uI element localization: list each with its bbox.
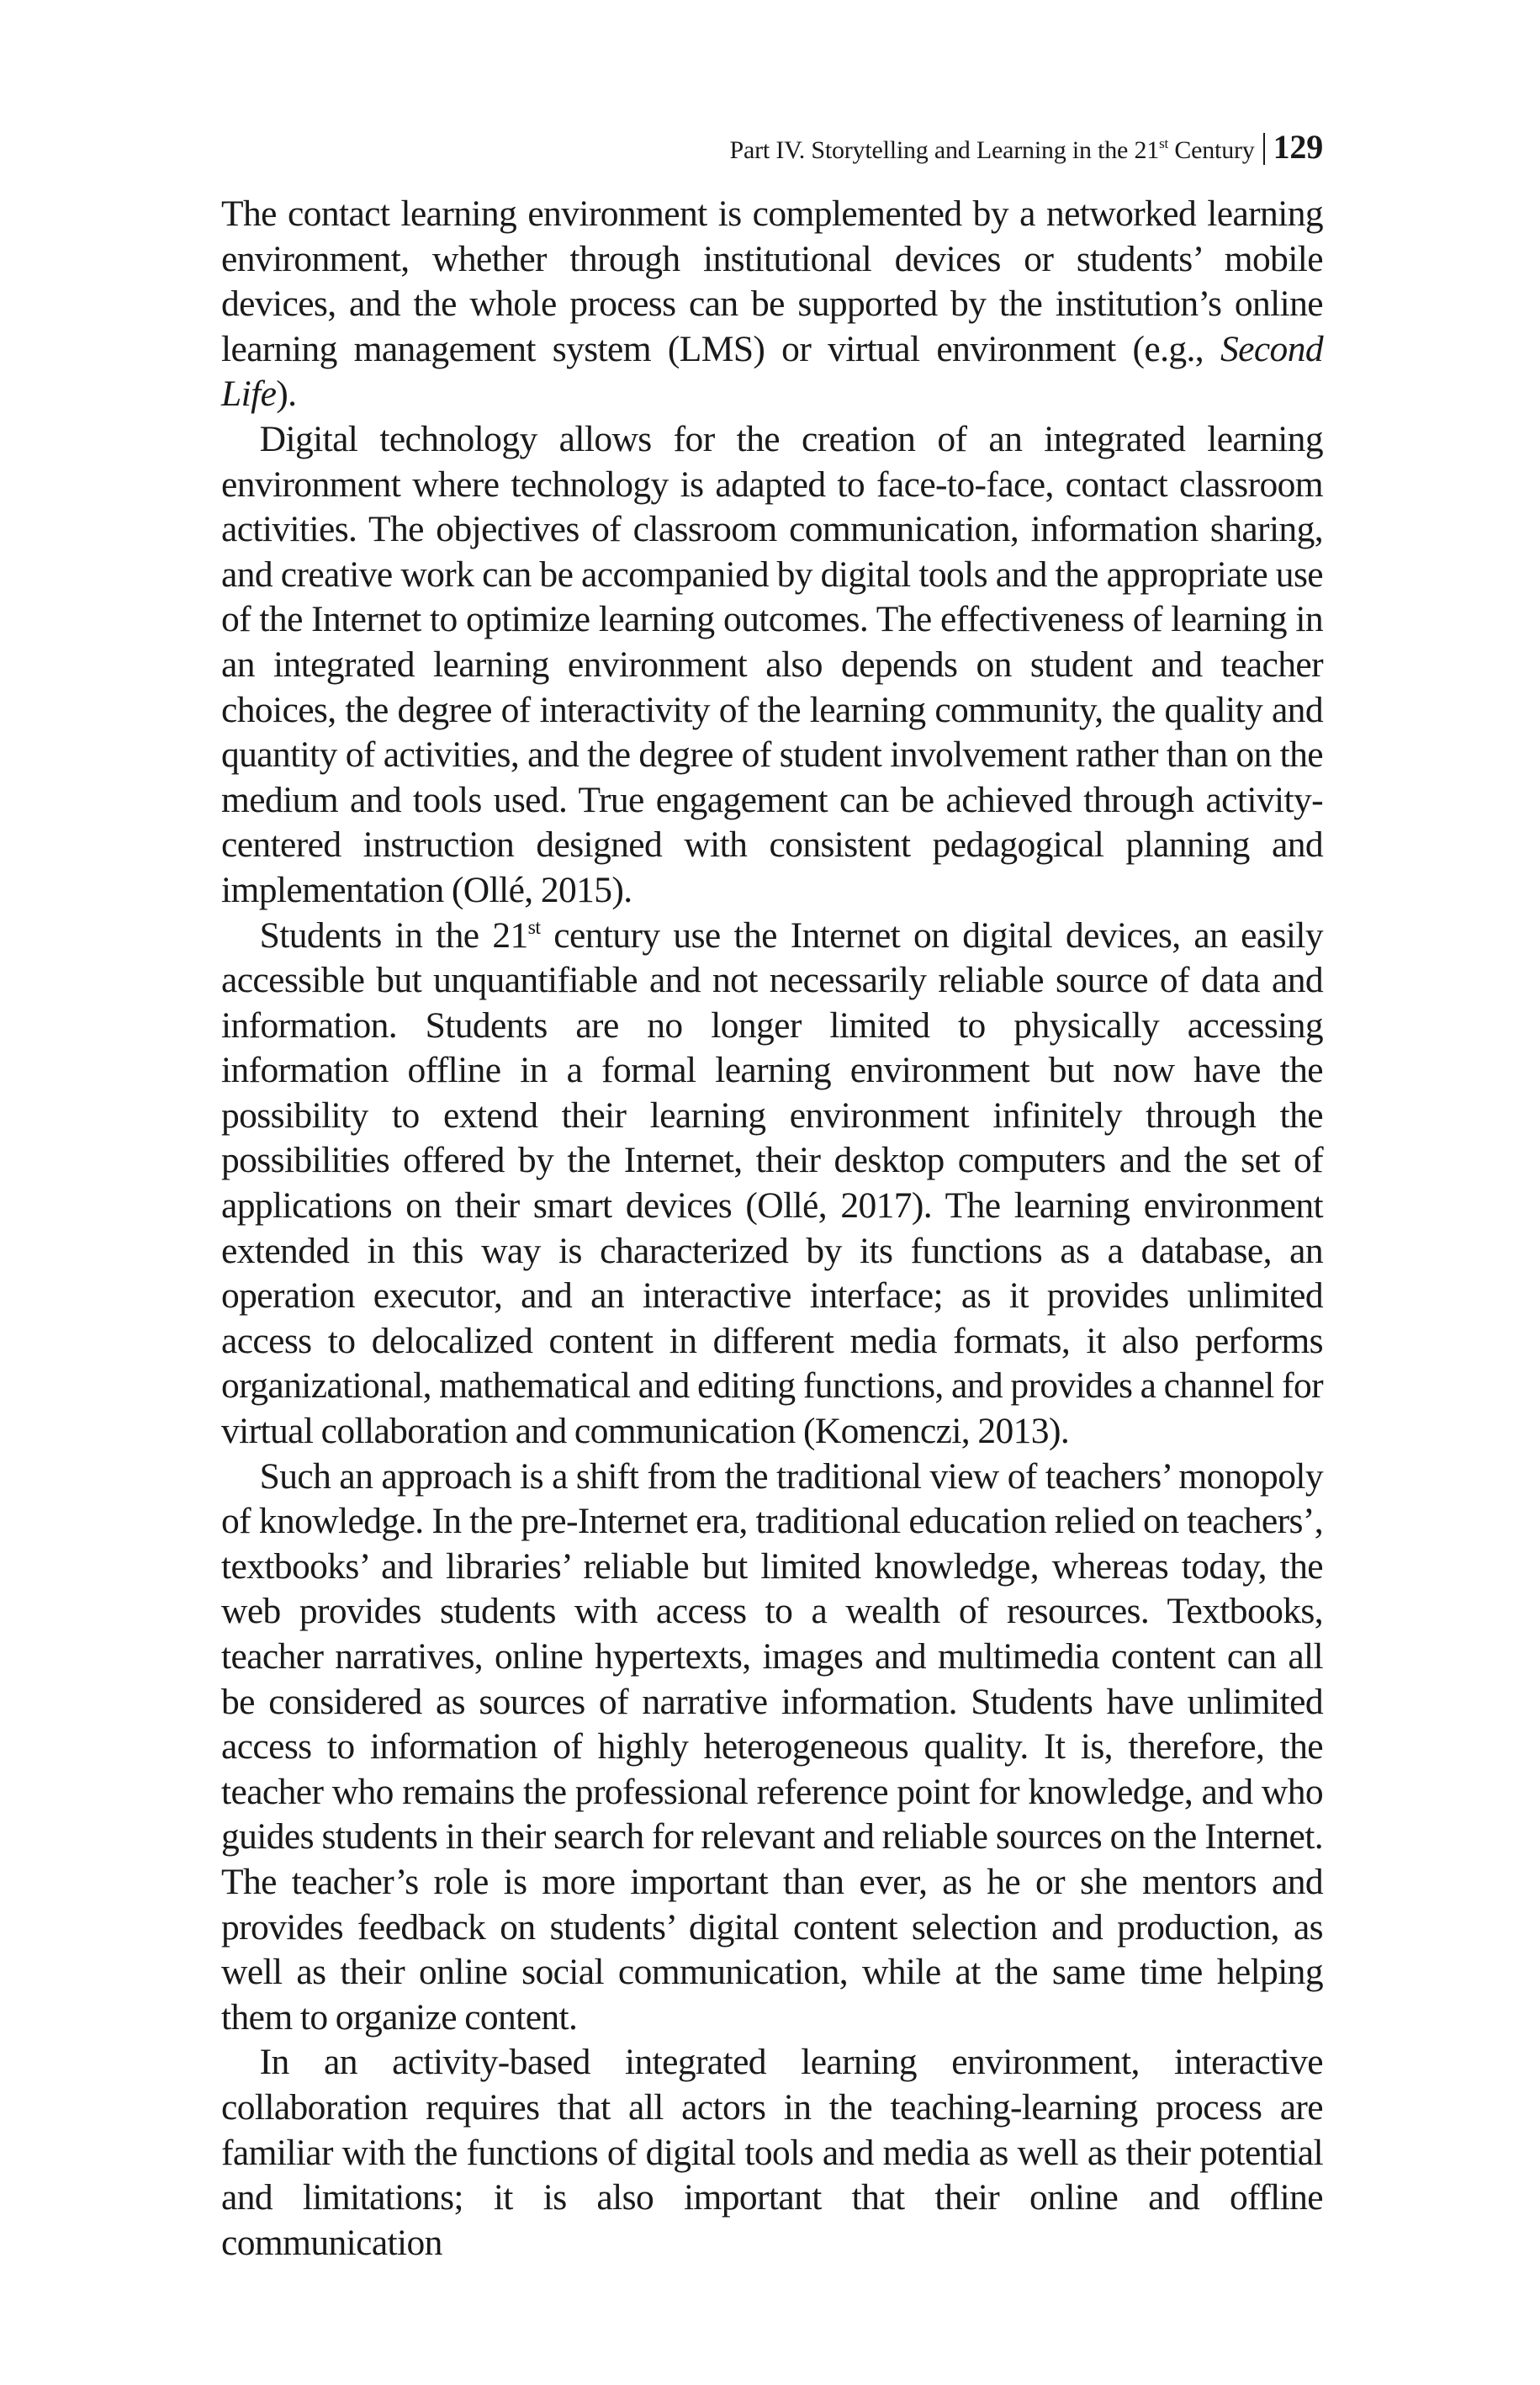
paragraph-4: Such an approach is a shift from the traditional view of teachers’ monopoly of knowledge. In the pre-Internet era, traditional education relied on teachers’, textbooks’ and libraries’ reliable but limited knowledge, whereas today, the web provides students with access to a wealth of resources. Textbooks, teacher narratives, online hypertexts, images and multimedia content can all be considered as sources of narrative information. Students have unlimited access to information of highly heterogeneous quality. It is, therefore, the teacher who remains the professional reference point for knowledge, and who guides students in their search for relevant and reliable sources on the Internet. The teacher’s role is more important than ever, as he or she mentors and provides feedback on students’ digital content selection and production, as well as their online social communication, while at the same time helping them to organize content. <box>221 1455 1323 2038</box>
ordinal-superscript: st <box>1159 135 1169 151</box>
italic-title: Second Life <box>221 328 1323 415</box>
paragraph-3: Students in the 21st century use the Internet on digital devices, an easily accessible but unquantifiable and not necessarily reliable source of data and information. Students are no longer limited to physically accessing information offline in a formal learning environment but now have the possibility to extend their learning environment infinitely through the possibilities offered by the Internet, their desktop computers and the set of applications on their smart devices (Ollé, 2017). The learning environment extended in this way is characterized by its functions as a database, an operation executor, and an interactive interface; as it provides unlimited access to delocalized content in different media formats, it also performs organizational, mathematical and editing functions, and provides a channel for virtual collaboration and communication (Komenczi, 2013). <box>221 914 1323 1452</box>
running-header <box>730 126 1323 167</box>
paragraph-2: Digital technology allows for the creation of an integrated learning environment where technology is adapted to face-to-face, contact classroom activities. The objectives of classroom communication, information sharing, and creative work can be accompanied by digital tools and the appropriate use of the Internet to optimize learning outcomes. The effectiveness of learning in an integrated learning environment also depends on student and teacher choices, the degree of interactivity of the learning community, the quality and quantity of activities, and the degree of student involvement rather than on the medium and tools used. True engagement can be achieved through activity-centered instruction designed with consistent pedagogical planning and implementation (Ollé, 2015). <box>221 418 1323 910</box>
page-number: 129 <box>1273 128 1323 166</box>
running-title: Part IV. Storytelling and Learning in the 21st Century <box>729 135 1255 164</box>
ordinal-superscript: st <box>527 916 541 939</box>
header-divider <box>1263 133 1265 165</box>
body-text <box>221 192 1323 2266</box>
paragraph-5: In an activity-based integrated learning environment, interactive collaboration requires that all actors in the teaching-learning process are familiar with the functions of digital tools and media as well as their potential and limitations; it is also important that their online and offline communication <box>221 2042 1323 2263</box>
paragraph-1: The contact learning environment is complemented by a networked learning environment, whether through institutional devices or students’ mobile devices, and the whole process can be supported by the institution’s online learning management system (LMS) or virtual environment (e.g., Second Life). <box>221 193 1323 415</box>
